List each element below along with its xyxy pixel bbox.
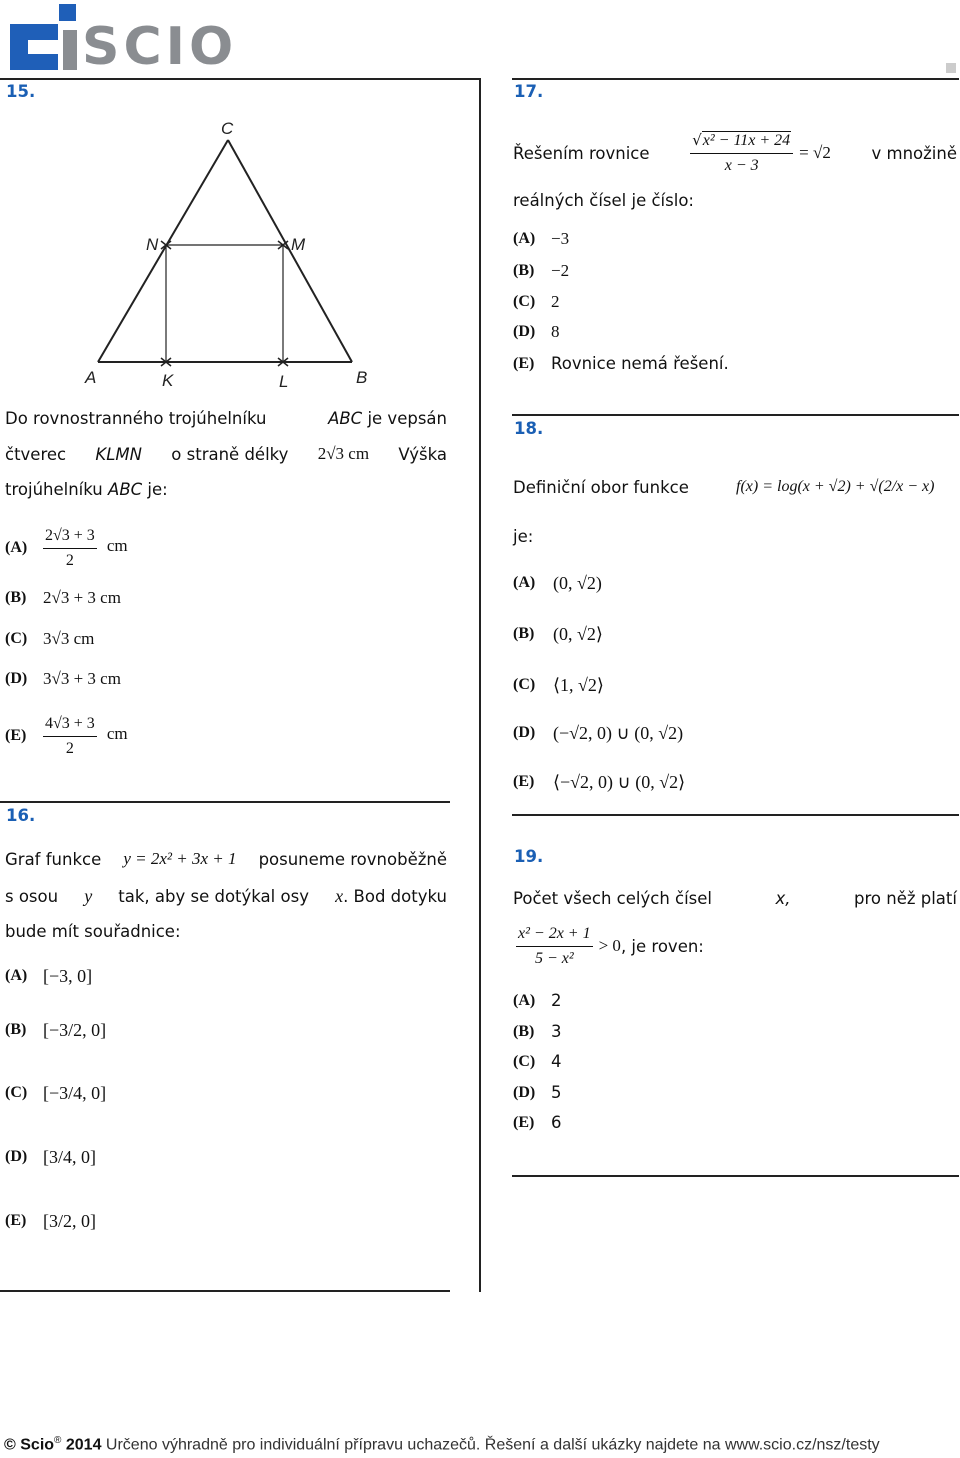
q17-bottom-rule bbox=[512, 414, 959, 416]
q18-option-e[interactable]: (E) ⟨−√2, 0) ∪ (0, √2⟩ bbox=[513, 771, 686, 792]
q15-option-d[interactable]: (D) 3√3 + 3 cm bbox=[5, 669, 121, 688]
vertex-label-b: B bbox=[356, 368, 368, 387]
q17-number: 17. bbox=[514, 82, 544, 101]
copyright-symbol: © bbox=[4, 1436, 16, 1454]
vertex-label-k: K bbox=[162, 371, 174, 390]
footer-brand: Scio bbox=[20, 1436, 55, 1454]
q18-option-a[interactable]: (A) (0, √2) bbox=[513, 572, 602, 593]
q15-side-length: 2√3 cm bbox=[317, 444, 370, 463]
q19-option-d[interactable]: (D) 5 bbox=[513, 1083, 562, 1102]
q15-line2a: čtverec bbox=[5, 444, 67, 464]
q15-option-a[interactable]: (A) $\frac{2√3 + 3}{2}$ cm bbox=[5, 526, 128, 569]
q17-option-c[interactable]: (C) 2 bbox=[513, 292, 560, 311]
q16-number: 16. bbox=[6, 806, 36, 825]
registered-mark: ® bbox=[54, 1435, 62, 1446]
q17-option-b[interactable]: (B) −2 bbox=[513, 261, 570, 280]
fraction: $\frac{4√3 + 3}{2}$ bbox=[45, 714, 95, 757]
q16-option-b[interactable]: (B) [−3/2, 0] bbox=[5, 1019, 107, 1040]
corner-mark bbox=[946, 63, 956, 73]
q16-bottom-rule bbox=[0, 1290, 450, 1292]
q19-bottom-rule bbox=[512, 1175, 959, 1177]
q16-text-line3: bude mít souřadnice: bbox=[5, 922, 181, 941]
q19-text-line1: Počet všech celých čísel x, pro něž platí bbox=[513, 889, 957, 908]
q15-line1-start: Do rovnostranného trojúhelníku bbox=[5, 409, 267, 428]
q19-option-c[interactable]: (C) 4 bbox=[513, 1052, 562, 1071]
q15-line2b: o straně délky bbox=[171, 444, 289, 464]
q15-option-b[interactable]: (B) 2√3 + 3 cm bbox=[5, 588, 121, 607]
vertex-label-m: M bbox=[291, 235, 306, 254]
q18-text-line1: Definiční obor funkce bbox=[513, 478, 689, 497]
q16-function: y = 2x² + 3x + 1 bbox=[123, 849, 237, 868]
footer-text: Určeno výhradně pro individuální přípravu uchazečů. Řešení a další ukázky najdete na www.scio.cz/nsz/testy bbox=[105, 1436, 880, 1454]
q19-option-e[interactable]: (E) 6 bbox=[513, 1113, 562, 1132]
footer-year: 2014 bbox=[65, 1436, 102, 1454]
column-divider bbox=[479, 78, 481, 1292]
q19-fraction: $\frac{\text{x² − 2x + 1}}{\text{5 − x²}}$ bbox=[518, 924, 591, 967]
header-rule-right bbox=[512, 78, 959, 80]
q15-number: 15. bbox=[6, 82, 36, 101]
q18-option-c[interactable]: (C) ⟨1, √2⟩ bbox=[513, 674, 604, 695]
vertex-label-c: C bbox=[221, 119, 234, 138]
q18-number: 18. bbox=[514, 419, 544, 438]
q16-option-a[interactable]: (A) [−3, 0] bbox=[5, 965, 93, 986]
q18-bottom-rule bbox=[512, 814, 959, 816]
fraction: $\frac{2√3 + 3}{2}$ bbox=[45, 526, 95, 569]
vertex-label-a: A bbox=[85, 368, 97, 387]
footer bbox=[4, 1435, 880, 1454]
q15-option-c[interactable]: (C) 3√3 cm bbox=[5, 629, 95, 648]
q18-option-b[interactable]: (B) (0, √2⟩ bbox=[513, 623, 603, 644]
q19-number: 19. bbox=[514, 847, 544, 866]
q15-line1-end: je vepsán bbox=[367, 409, 447, 428]
q17-text-line2: reálných čísel je číslo: bbox=[513, 191, 694, 210]
q15-triangle-figure bbox=[80, 110, 380, 395]
vertex-label-n: N bbox=[146, 235, 159, 254]
q16-option-e[interactable]: (E) [3/2, 0] bbox=[5, 1210, 96, 1231]
q19-option-b[interactable]: (B) 3 bbox=[513, 1022, 562, 1041]
q16-option-d[interactable]: (D) [3/4, 0] bbox=[5, 1146, 96, 1167]
logo-wordmark: SCIO bbox=[82, 17, 238, 77]
q16-text-line2: s osou y tak, aby se dotýkal osy x. Bod dotyku bbox=[5, 886, 447, 906]
q17-option-d[interactable]: (D) 8 bbox=[513, 322, 560, 341]
q19-option-a[interactable]: (A) 2 bbox=[513, 991, 562, 1010]
q18-option-d[interactable]: (D) (−√2, 0) ∪ (0, √2) bbox=[513, 722, 684, 743]
q16-text-line1: Graf funkce y = 2x² + 3x + 1 posuneme rovnoběžně bbox=[5, 849, 447, 869]
q17-option-e[interactable]: (E) Rovnice nemá řešení. bbox=[513, 354, 729, 373]
q19-inequality: $\frac{\text{x² − 2x + 1}}{\text{5 − x²}}$ > 0 , je roven: bbox=[518, 924, 704, 967]
q17-text-line1: Řešením rovnice $\frac{\text{√x² − 11x + 24}}{x - 3}$ = √2 v množině bbox=[513, 131, 957, 174]
header-rule-left bbox=[0, 78, 480, 80]
q17-equation-fraction: $\frac{\text{√x² − 11x + 24}}{x - 3}$ bbox=[690, 131, 793, 175]
q17-option-a[interactable]: (A) −3 bbox=[513, 229, 570, 248]
q18-function: f(x) = log(x + √2) + √(2/x − x) bbox=[736, 478, 935, 495]
q15-text-line3: trojúhelníku ABC je: bbox=[5, 480, 168, 499]
q15-abc: ABC bbox=[328, 409, 363, 428]
q18-text-line2: je: bbox=[513, 527, 534, 546]
q15-option-e[interactable]: (E) $\frac{4√3 + 3}{2}$ cm bbox=[5, 714, 128, 757]
q15-bottom-rule bbox=[0, 801, 450, 803]
q15-line2c: Výška bbox=[398, 444, 447, 464]
side-ac bbox=[98, 140, 228, 362]
q15-klmn: KLMN bbox=[95, 444, 142, 464]
side-bc bbox=[228, 140, 352, 362]
q15-text-line2 bbox=[5, 444, 447, 464]
q16-option-c[interactable]: (C) [−3/4, 0] bbox=[5, 1082, 107, 1103]
q15-text-line1 bbox=[5, 409, 447, 428]
vertex-label-l: L bbox=[279, 372, 289, 391]
